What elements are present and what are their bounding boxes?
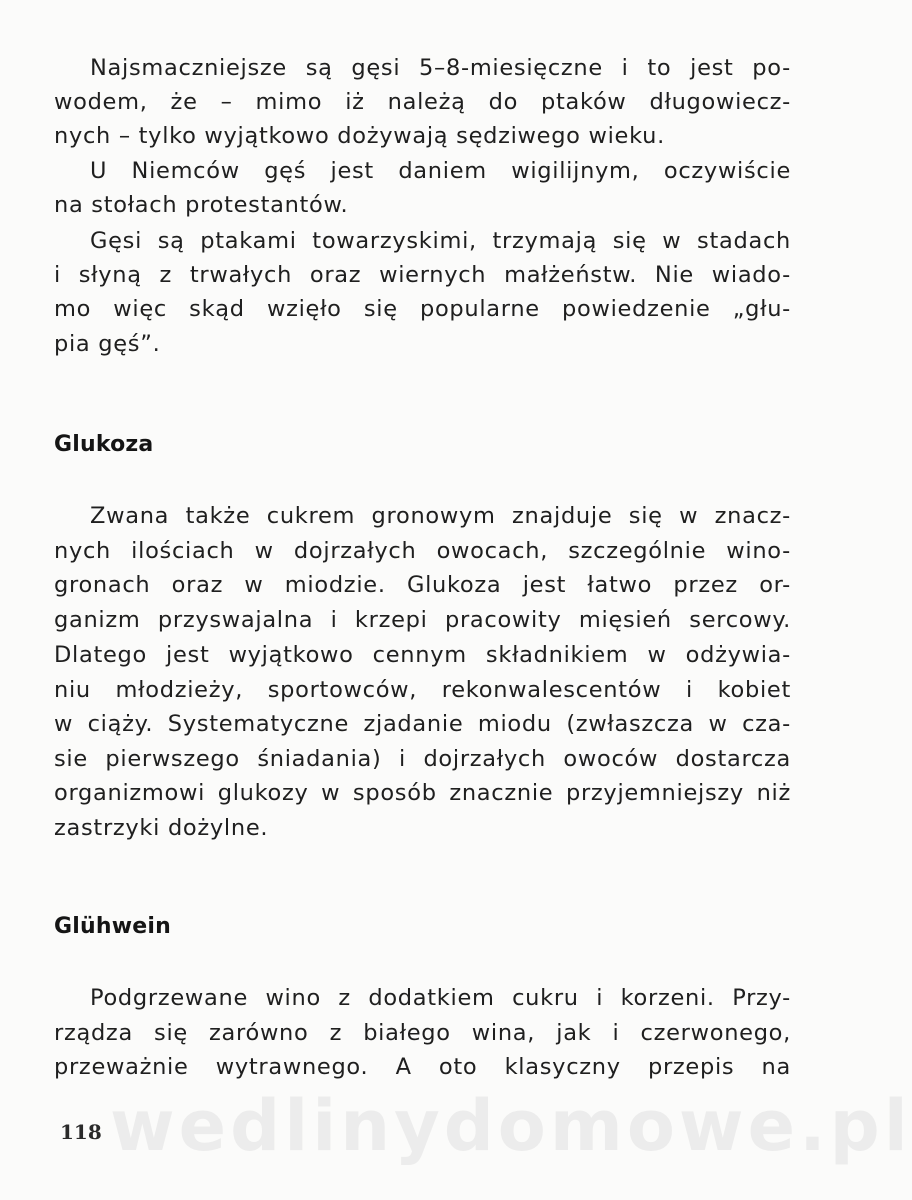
gluhwein-line: rządza się zarówno z białego wina, jak i czerwonego, <box>54 1020 791 1046</box>
page-number: 118 <box>60 1120 102 1144</box>
glukoza-line: w ciąży. Systematyczne zjadanie miodu (zwłaszcza w cza- <box>54 711 791 737</box>
paragraph-social-line: pia gęś”. <box>54 331 161 357</box>
paragraph-social-line: Gęsi są ptakami towarzyskimi, trzymają się w stadach <box>90 228 791 254</box>
paragraph-geese-line: wodem, że – mimo iż należą do ptaków długowiecz- <box>54 89 791 115</box>
paragraph-germans-line: na stołach protestantów. <box>54 192 349 218</box>
glukoza-line: niu młodzieży, sportowców, rekonwalescentów i kobiet <box>54 677 791 703</box>
glukoza-line: gronach oraz w miodzie. Glukoza jest łatwo przez or- <box>54 572 791 598</box>
glukoza-line: ganizm przyswajalna i krzepi pracowity mięsień sercowy. <box>54 607 791 633</box>
glukoza-line: zastrzyki dożylne. <box>54 815 269 841</box>
glukoza-line: Dlatego jest wyjątkowo cennym składnikiem w odżywia- <box>54 642 791 668</box>
glukoza-line: sie pierwszego śniadania) i dojrzałych owoców dostarcza <box>54 746 791 772</box>
glukoza-line: Zwana także cukrem gronowym znajduje się w znacz- <box>90 503 791 529</box>
glukoza-line: organizmowi glukozy w sposób znacznie przyjemniejszy niż <box>54 780 791 806</box>
glukoza-line: nych ilościach w dojrzałych owocach, szczególnie wino- <box>54 538 791 564</box>
gluhwein-line: Podgrzewane wino z dodatkiem cukru i korzeni. Przy- <box>90 985 791 1011</box>
paragraph-geese-line: nych – tylko wyjątkowo dożywają sędziwego wieku. <box>54 123 665 149</box>
watermark: wedlinydomowe.pl <box>110 1085 912 1167</box>
paragraph-social-line: mo więc skąd wzięło się popularne powiedzenie „głu- <box>54 296 791 322</box>
section-heading-glukoza: Glukoza <box>54 432 154 457</box>
paragraph-geese-line: Najsmaczniejsze są gęsi 5–8-miesięczne i to jest po- <box>90 55 791 81</box>
section-heading-gluhwein: Glühwein <box>54 914 171 939</box>
paragraph-germans-line: U Niemców gęś jest daniem wigilijnym, oczywiście <box>90 158 791 184</box>
gluhwein-line: przeważnie wytrawnego. A oto klasyczny przepis na <box>54 1054 791 1080</box>
paragraph-social-line: i słyną z trwałych oraz wiernych małżeństw. Nie wiado- <box>54 262 791 288</box>
